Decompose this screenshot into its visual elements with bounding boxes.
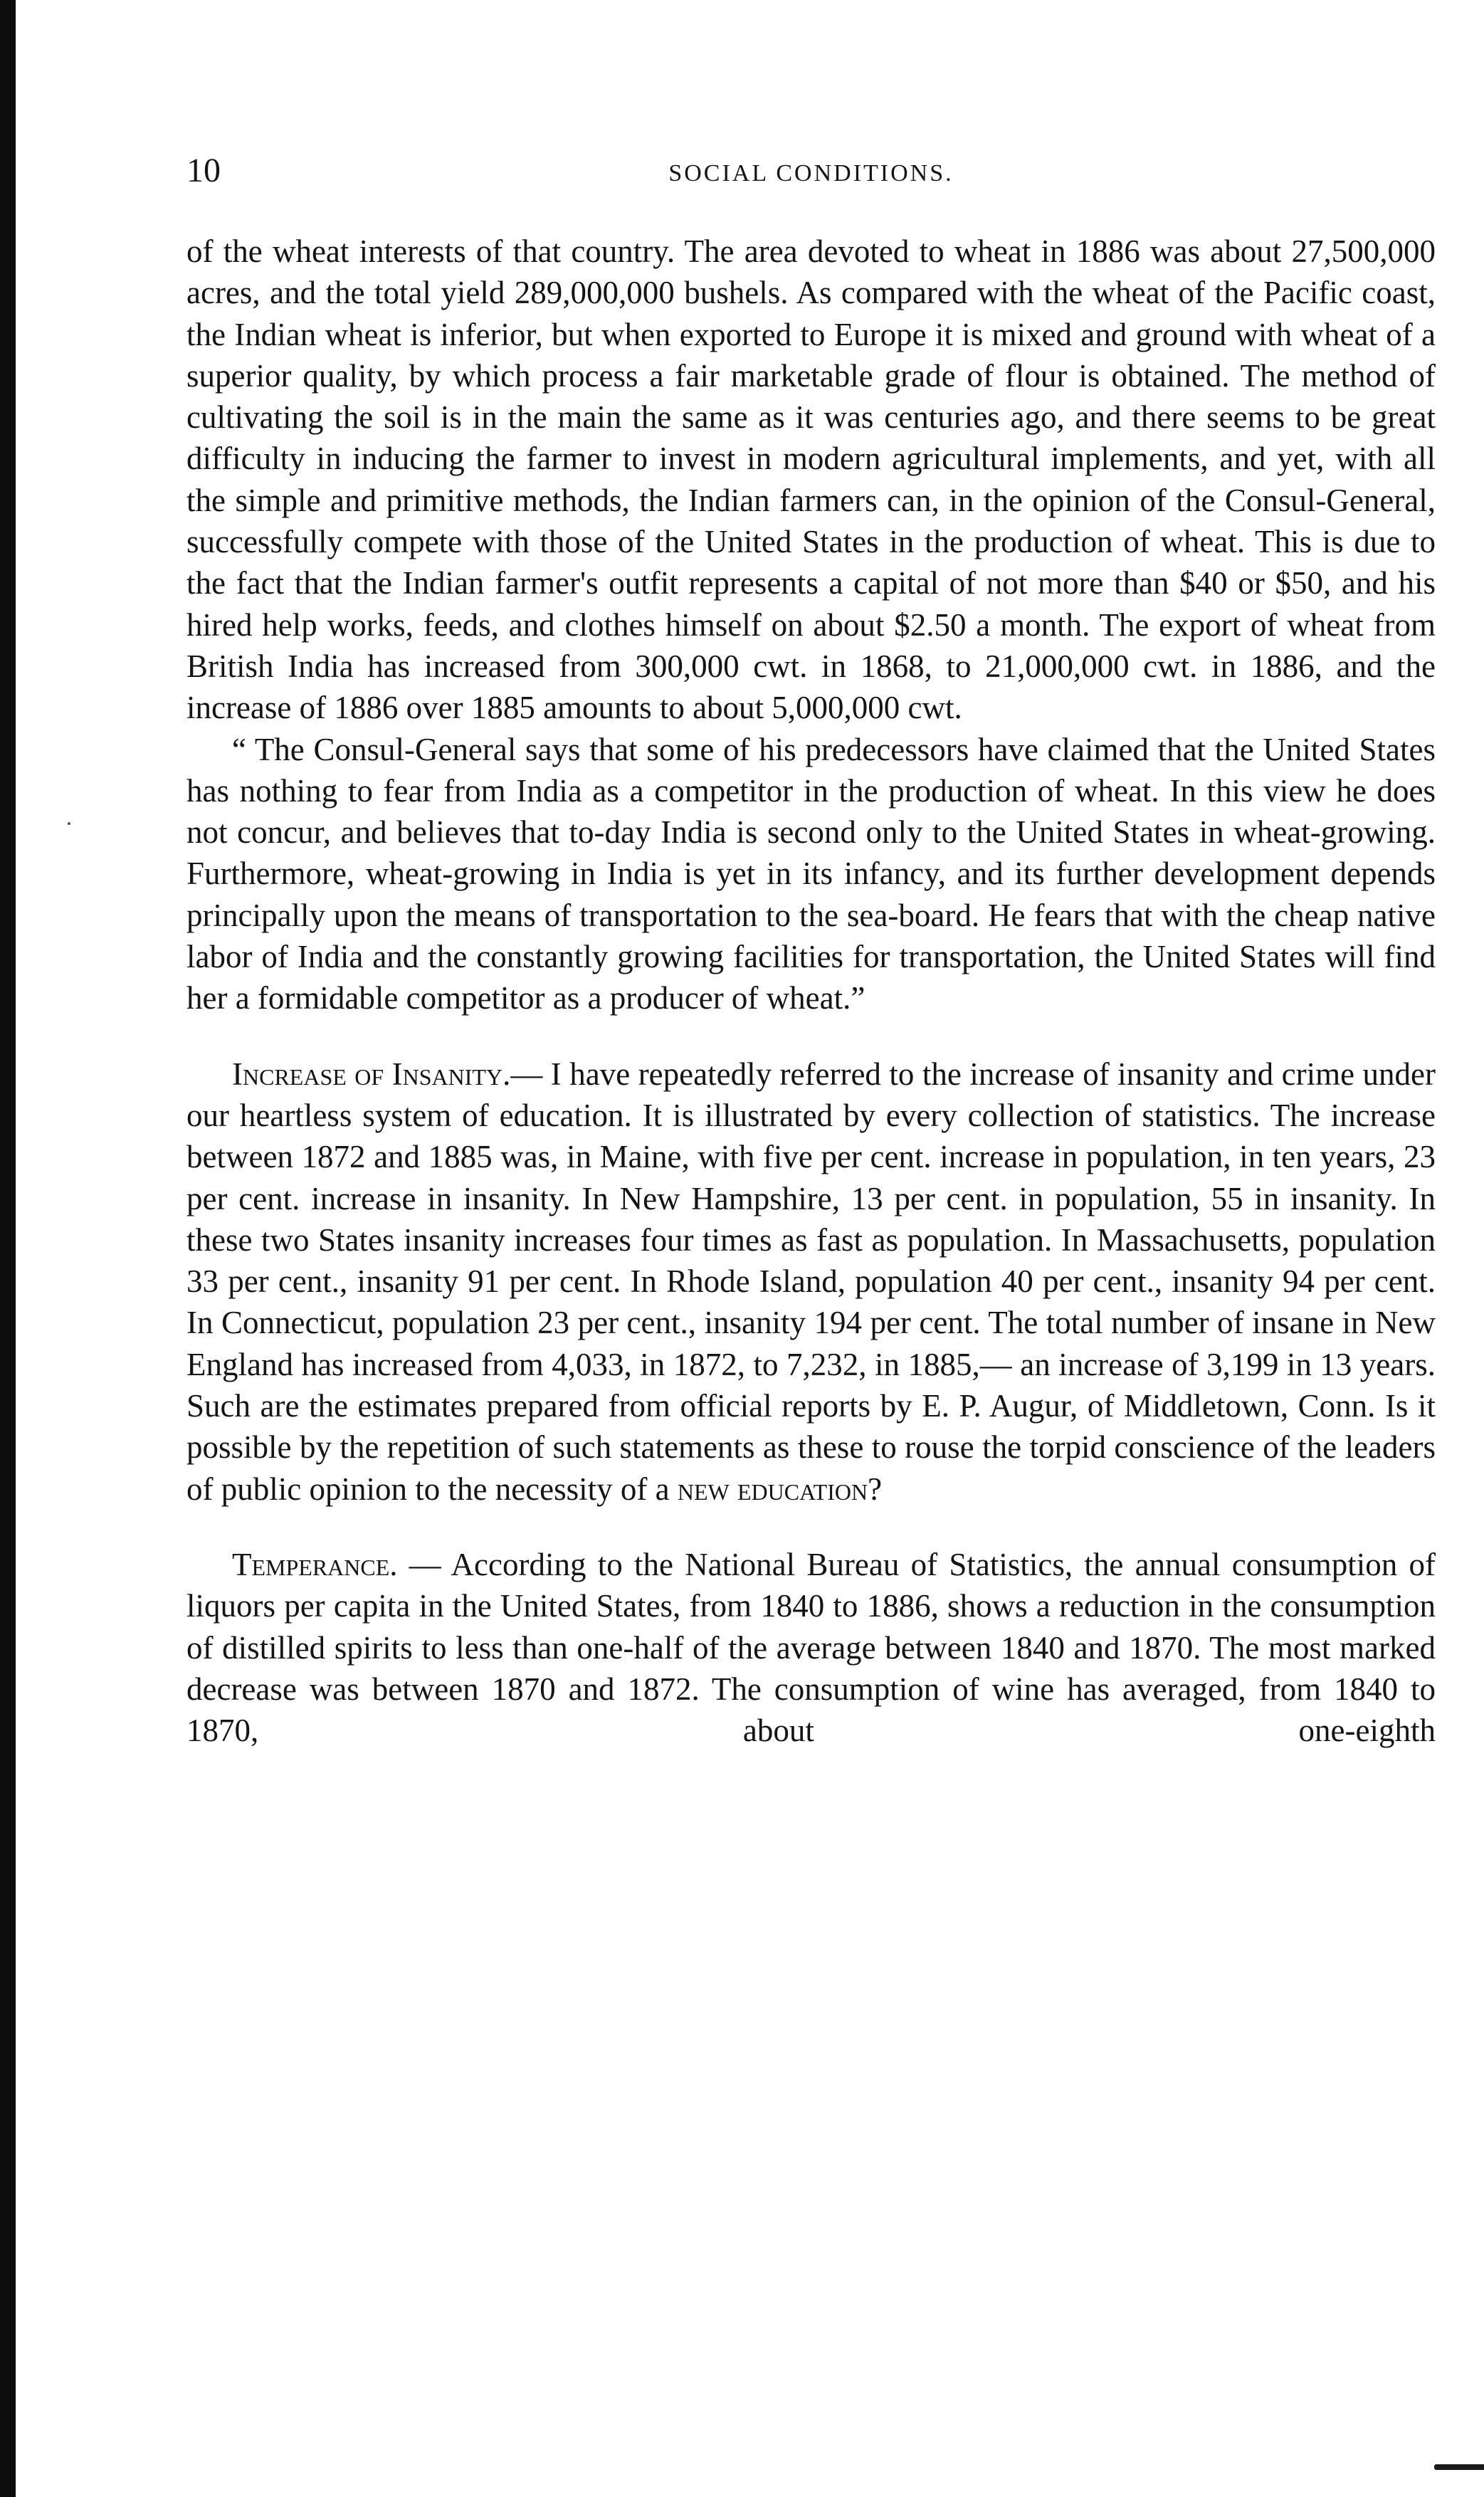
book-page (186, 149, 1436, 1751)
insanity-end: ? (868, 1471, 883, 1507)
body-text (186, 231, 1436, 1751)
paragraph-consul-general: “ The Consul-General says that some of his predecessors have claimed that the United States has nothing to fear from India as a competitor in the production of wheat. In this view he does not concur, and believes that to-day India is second only to the United States in wheat-growing. Furthermore, wheat-growing in India is yet in its infancy, and its further development depends principally upon the means of transportation to the sea-board. He fears that with the cheap native labor of India and the constantly growing facilities for transportation, the United States will find her a formidable competitor as a producer of wheat.” (186, 731, 1436, 1016)
scan-speck (68, 822, 70, 825)
section-heading-temperance: Temperance. (232, 1546, 398, 1582)
running-title: SOCIAL CONDITIONS. (668, 160, 954, 186)
insanity-body: — I have repeatedly referred to the increase of insanity and crime under our heartless system of education. It is illustrated by every collection of statistics. The increase between 1872 and 1885 was, in Maine, with five per cent. increase in population, in ten years, 23 per cent. increase in insanity. In New Hampshire, 13 per cent. in population, 55 in insanity. In these two States insanity increases four times as fast as population. In Massachusetts, population 33 per cent., insanity 91 per cent. In Rhode Island, population 40 per cent., insanity 94 per cent. In Connecticut, population 23 per cent., insanity 194 per cent. The total number of insane in New England has increased from 4,033, in 1872, to 7,232, in 1885,— an increase of 3,199 in 13 years. Such are the estimates prepared from official reports by E. P. Augur, of Middletown, Conn. Is it possible by the repetition of such statements as these to rouse the torpid conscience of the leaders of public opinion to the necessity of a (186, 1056, 1436, 1507)
scan-edge (0, 0, 16, 2497)
scan-corner-mark (1434, 2464, 1484, 2470)
paragraph-wheat-india: of the wheat interests of that country. The area devoted to wheat in 1886 was about 27,500,000 acres, and the total yield 289,000,000 bushels. As compared with the wheat of the Pacific coast, the Indian wheat is inferior, but when exported to Europe it is mixed and ground with wheat of a superior quality, by which process a fair marketable grade of flour is obtained. The method of cultivating the soil is in the main the same as it was centuries ago, and there seems to be great difficulty in inducing the farmer to invest in modern agricultural implements, and yet, with all the simple and primitive methods, the Indian farmers can, in the opinion of the Consul-General, successfully compete with those of the United States in the production of wheat. This is due to the fact that the Indian farmer's outfit represents a capital of not more than $40 or $50, and his hired help works, feeds, and clothes himself on about $2.50 a month. The export of wheat from British India has increased from 300,000 cwt. in 1868, to 21,000,000 cwt. in 1886, and the increase of 1886 over 1885 amounts to about 5,000,000 cwt. (186, 233, 1436, 726)
section-heading-insanity: Increase of Insanity. (232, 1056, 511, 1092)
paragraph-temperance (186, 1544, 1436, 1751)
page-number: 10 (186, 152, 221, 189)
temperance-body: — According to the National Bureau of Statistics, the annual consumption of liquors per capita in the United States, from 1840 to 1886, shows a reduction in the consumption of distilled spirits to less than one-half of the average between 1840 and 1870. The most marked decrease was between 1870 and 1872. The consumption of wine has averaged, from 1840 to 1870, about one-eighth (186, 1546, 1436, 1749)
page-header (186, 149, 1436, 199)
new-education-emphasis: new education (677, 1471, 868, 1507)
paragraph-insanity (186, 1053, 1436, 1510)
